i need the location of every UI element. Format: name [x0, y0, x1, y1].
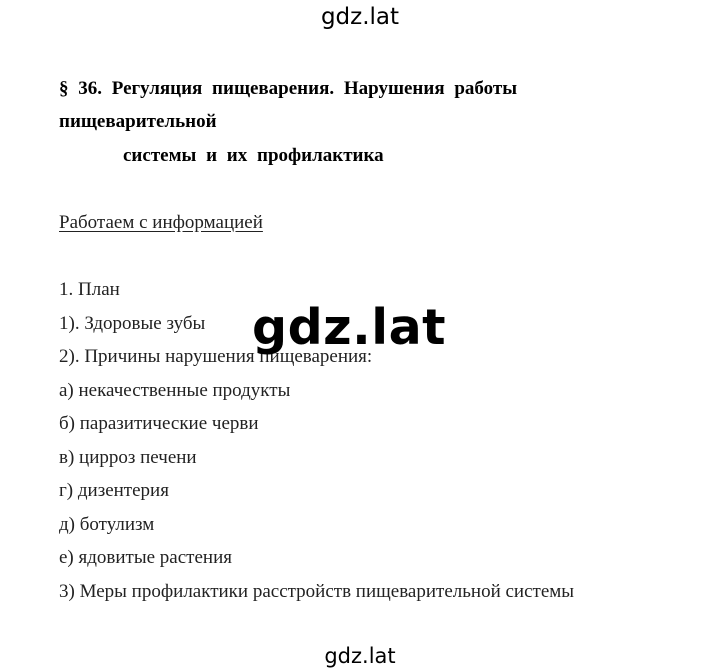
- plan-item: г) дизентерия: [59, 480, 169, 501]
- watermark-center: gdz.lat: [252, 299, 447, 356]
- watermark-bottom: gdz.lat: [324, 644, 396, 668]
- plan-item: б) паразитические черви: [59, 413, 259, 434]
- plan-item: е) ядовитые растения: [59, 547, 232, 568]
- paragraph-title-line-1: § 36. Регуляция пищеварения. Нарушения работы: [59, 78, 518, 99]
- plan-item: 1. План: [59, 279, 120, 300]
- paragraph-title-line-3: системы и их профилактика: [123, 145, 384, 166]
- plan-item: д) ботулизм: [59, 513, 155, 535]
- plan-item: 3) Меры профилактики расстройств пищеварительной системы: [59, 580, 575, 602]
- plan-item: в) цирроз печени: [59, 446, 197, 468]
- plan-item: 2). Причины нарушения пищеварения:: [59, 346, 373, 367]
- paragraph-title-line-2: пищеварительной: [59, 111, 217, 132]
- plan-item: 1). Здоровые зубы: [59, 312, 206, 334]
- watermark-top: gdz.lat: [320, 4, 400, 30]
- plan-item: а) некачественные продукты: [59, 379, 291, 401]
- section-heading: Работаем с информацией: [59, 212, 263, 233]
